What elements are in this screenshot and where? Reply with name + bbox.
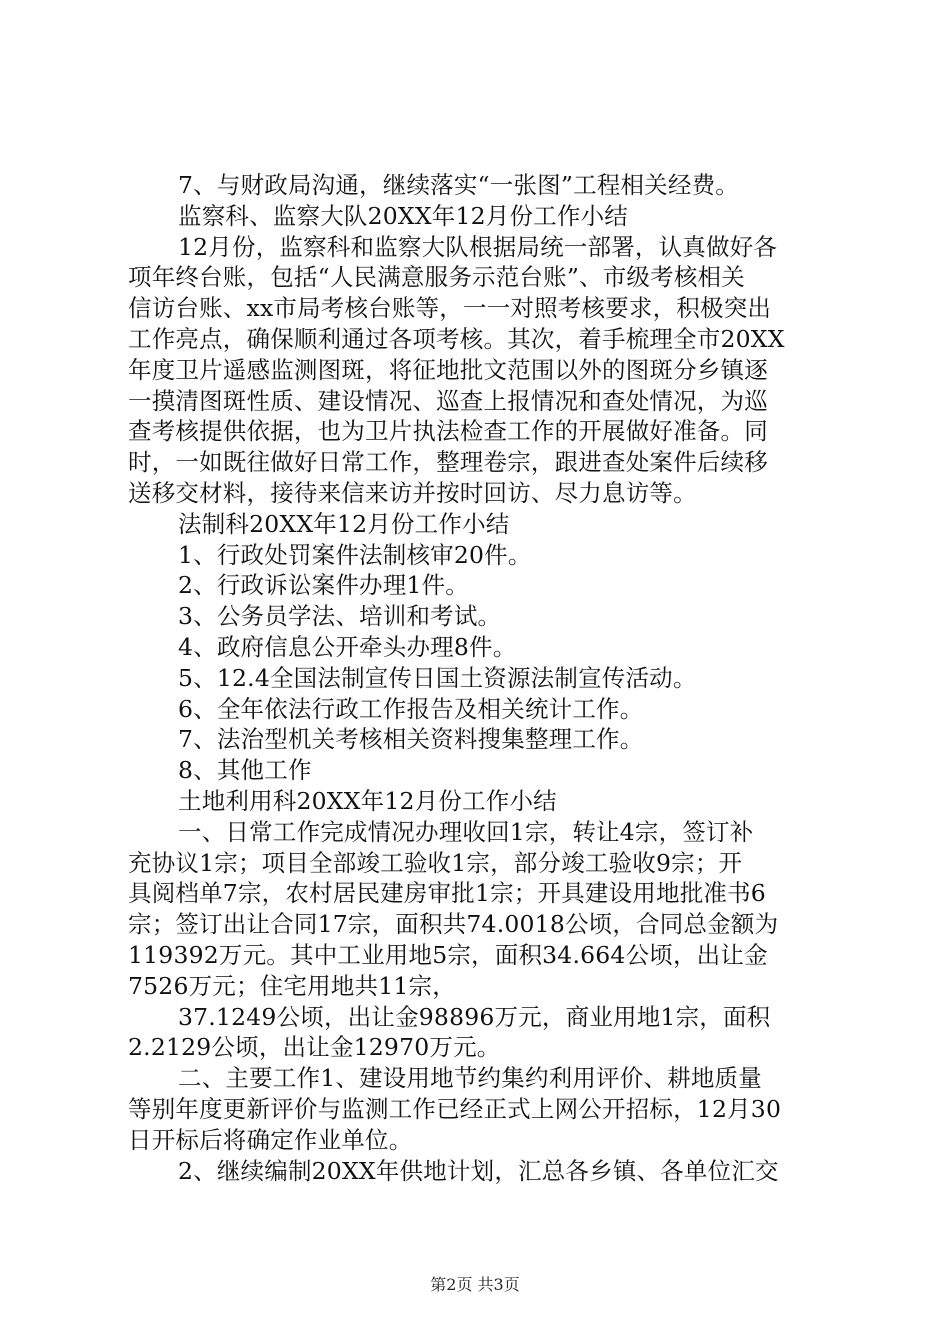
document-body bbox=[128, 170, 833, 1186]
text-line: 年度卫片遥感监测图斑，将征地批文范围以外的图斑分乡镇逐 bbox=[128, 355, 768, 384]
text-line: 6、全年依法行政工作报告及相关统计工作。 bbox=[178, 694, 644, 723]
text-line: 等别年度更新评价与监测工作已经正式上网公开招标，12月30 bbox=[128, 1094, 782, 1123]
text-line: 4、政府信息公开牵头办理8件。 bbox=[178, 632, 517, 661]
text-line: 工作亮点，确保顺利通过各项考核。其次，着手梳理全市20XX bbox=[128, 324, 785, 353]
text-line: 二、主要工作1、建设用地节约集约利用评价、耕地质量 bbox=[178, 1064, 762, 1093]
text-line: 时，一如既往做好日常工作，整理卷宗，跟进查处案件后续移 bbox=[128, 448, 768, 477]
text-line: 宗；签订出让合同17宗，面积共74.0018公顷，合同总金额为 bbox=[128, 910, 779, 939]
text-line: 2.2129公顷，出让金12970万元。 bbox=[128, 1033, 501, 1062]
page-footer: 第2页 共3页 bbox=[430, 1275, 520, 1294]
text-line: 具阅档单7宗，农村居民建房审批1宗；开具建设用地批准书6 bbox=[128, 879, 766, 908]
text-line: 法制科20XX年12月份工作小结 bbox=[178, 509, 510, 538]
text-line: 日开标后将确定作业单位。 bbox=[128, 1125, 413, 1154]
text-line: 一摸清图斑性质、建设情况、巡查上报情况和查处情况，为巡 bbox=[128, 386, 768, 415]
text-line: 一、日常工作完成情况办理收回1宗，转让4宗，签订补 bbox=[178, 817, 754, 846]
text-line: 监察科、监察大队20XX年12月份工作小结 bbox=[178, 201, 628, 230]
text-line: 2、行政诉讼案件办理1件。 bbox=[178, 571, 470, 600]
text-line: 1、行政处罚案件法制核审20件。 bbox=[178, 540, 532, 569]
text-line: 7526万元；住宅用地共11宗， bbox=[128, 971, 456, 1000]
text-line: 信访台账、xx市局考核台账等，一一对照考核要求，积极突出 bbox=[128, 294, 772, 323]
text-line: 充协议1宗；项目全部竣工验收1宗，部分竣工验收9宗；开 bbox=[128, 848, 743, 877]
text-line: 查考核提供依据，也为卫片执法检查工作的开展做好准备。同 bbox=[128, 417, 768, 446]
text-line: 送移交材料，接待来信来访并按时回访、尽力息访等。 bbox=[128, 478, 697, 507]
text-line: 2、继续编制20XX年供地计划，汇总各乡镇、各单位汇交 bbox=[178, 1156, 779, 1185]
text-line: 12月份，监察科和监察大队根据局统一部署，认真做好各 bbox=[178, 232, 778, 261]
text-line: 8、其他工作 bbox=[178, 756, 312, 785]
text-line: 37.1249公顷，出让金98896万元，商业用地1宗，面积 bbox=[178, 1002, 771, 1031]
text-line: 土地利用科20XX年12月份工作小结 bbox=[178, 786, 557, 815]
text-line: 7、法治型机关考核相关资料搜集整理工作。 bbox=[178, 725, 644, 754]
text-line: 119392万元。其中工业用地5宗，面积34.664公顷，出让金 bbox=[128, 940, 768, 969]
text-line: 5、12.4全国法制宣传日国土资源法制宣传活动。 bbox=[178, 663, 697, 692]
text-line: 7、与财政局沟通，继续落实“一张图”工程相关经费。 bbox=[178, 171, 739, 199]
text-line: 3、公务员学法、培训和考试。 bbox=[178, 602, 502, 631]
text-line: 项年终台账，包括“人民满意服务示范台账”、市级考核相关 bbox=[128, 263, 745, 292]
